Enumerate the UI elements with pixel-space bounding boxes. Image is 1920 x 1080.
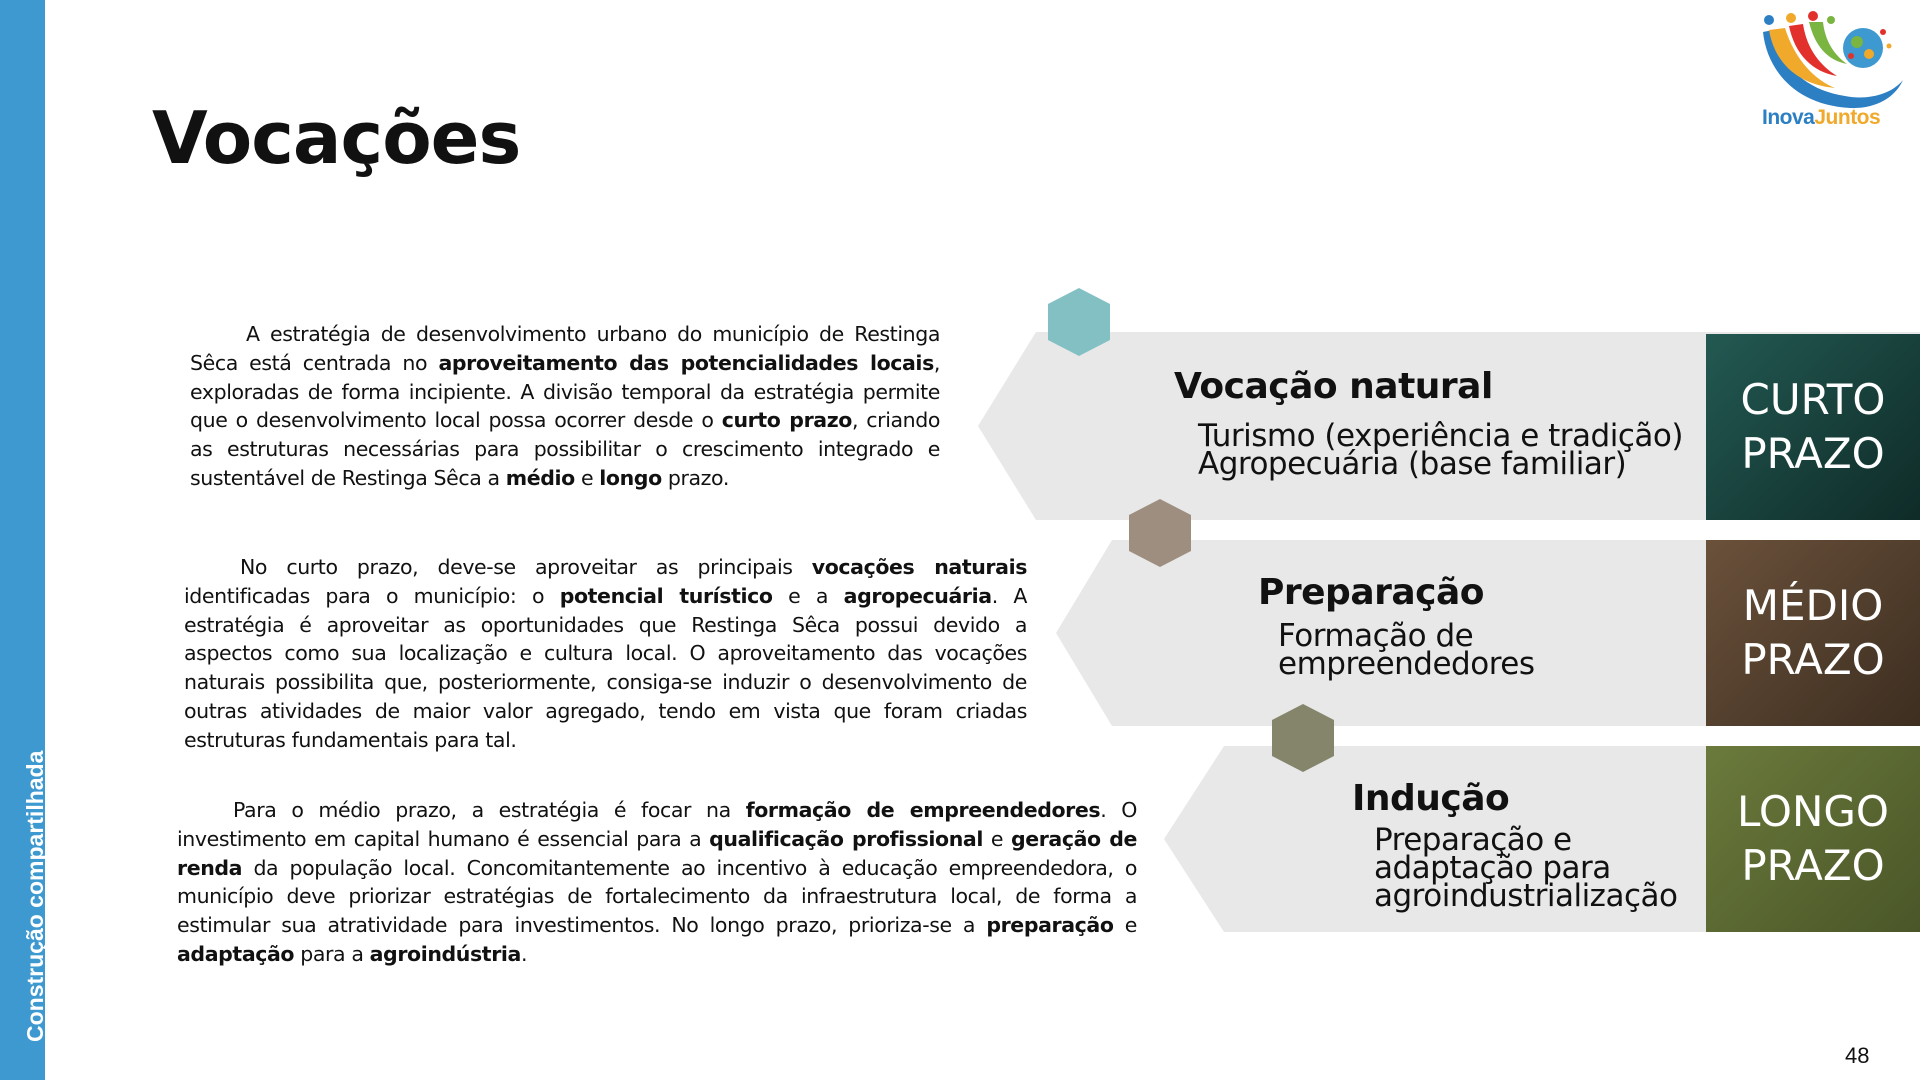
text-run: A estratégia de desenvolvimento urbano do município de Restinga Sêca está centrada no [190,322,940,375]
term-label: PRAZO [1741,635,1885,684]
term-label: MÉDIO [1742,581,1884,630]
sidebar-strip [0,0,48,1080]
stage-heading: Preparação [1258,572,1485,613]
logo-wordmark-part1: Inova [1762,106,1815,129]
term-label: CURTO [1740,375,1886,424]
text-run: , exploradas de forma incipiente. A divisão temporal da estratégia permite que o desenvolvimento local possa ocorrer desde o [190,350,940,433]
term-box-long [1706,746,1920,932]
page-title: Vocações [152,96,521,180]
logo-wordmark-part2: Juntos [1814,106,1881,129]
bold-text: aproveitamento das potencialidades locais [438,350,934,375]
page-number: 48 [1845,1043,1870,1068]
text-run: . A estratégia é aproveitar as oportunidades que Restinga Sêca possui devido a aspectos como sua localização e cultura local. O aproveitamento das vocações naturais possibilita que, posteriormente, consiga-se induzir o desenvolvimento de outras atividades de maior valor agregado, tendo em vista que foram criadas estruturas fundamentais para tal. [184,583,1027,752]
term-label: PRAZO [1741,429,1885,478]
text-run: . O investimento em capital humano é essencial para a [177,798,1138,851]
logo-wordmark [1762,106,1880,130]
text-run: da população local. Concomitantemente ao incentivo à educação empreendedora, o município deve priorizar estratégias de fortalecimento da infraestrutura local, de forma a estimular sua atratividade para investimentos. No longo prazo, prioriza-se a [177,855,1137,938]
stage-heading: Vocação natural [1174,366,1493,407]
paragraph-medium-long-term [177,796,1137,969]
text-run: para a [294,941,370,966]
stage-band-vocacao-natural [978,282,1920,522]
text-run: prazo. [661,465,729,490]
bold-text: adaptação [177,941,295,966]
text-run: e a [772,583,844,608]
text-run: , criando as estruturas necessárias para possibilitar o crescimento integrado e sustentável de Restinga Sêca a [190,408,940,490]
stage-line: Formação de [1278,618,1474,654]
bold-text: agroindústria [369,941,521,966]
stage-band-preparacao [1056,496,1920,728]
stage-line: Turismo (experiência e tradição) [1198,418,1683,454]
bold-text: preparação [986,913,1114,938]
text-run: Para o médio prazo, a estratégia é focar na [233,798,746,822]
sidebar-label: Construção compartilhada [22,750,48,1042]
bold-text: agropecuária [843,583,992,608]
stage-line: Preparação e [1374,822,1572,858]
bold-text: curto prazo [721,408,852,433]
stage-line: Agropecuária (base familiar) [1198,446,1627,482]
bold-text: qualificação profissional [709,826,983,851]
stage-line: adaptação para [1374,850,1611,886]
term-box-short [1706,334,1920,520]
paragraph-short-term [184,553,1027,755]
text-run: . [520,941,528,966]
bold-text: geração de renda [177,826,1137,880]
text-run: e [574,465,600,490]
term-label: LONGO [1737,787,1889,836]
term-label: PRAZO [1741,841,1885,890]
bold-text: potencial turístico [559,583,773,608]
stage-line: empreendedores [1278,646,1535,682]
text-run: identificadas para o município: o [184,583,560,608]
paragraph-strategy [190,320,940,493]
term-box-medium [1706,540,1920,726]
bold-text: médio [505,465,575,490]
stage-line: agroindustrialização [1374,878,1678,914]
text-run: e [982,826,1011,851]
bold-text: longo [599,465,662,490]
stage-band-inducao [1164,700,1920,934]
text-run: No curto prazo, deve-se aproveitar as principais [240,555,812,579]
stage-heading: Indução [1352,778,1510,819]
bold-text: vocações naturais [811,555,1027,579]
bold-text: formação de empreendedores [745,798,1101,822]
text-run: e [1113,913,1137,938]
